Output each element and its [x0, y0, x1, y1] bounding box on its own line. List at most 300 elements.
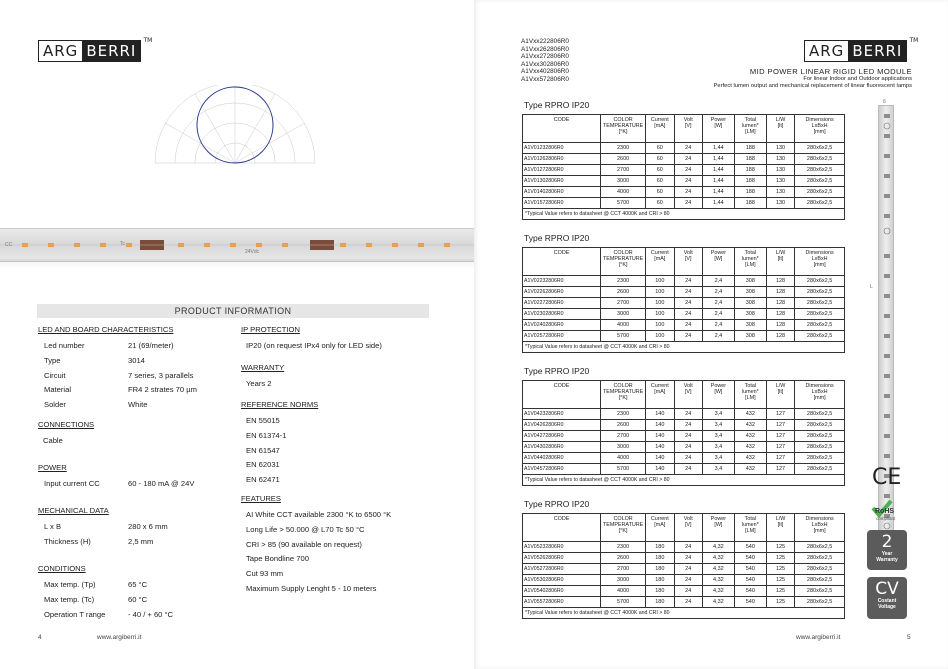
logo-part1: ARG	[43, 42, 79, 60]
header-text: COLOR	[613, 383, 633, 389]
logo-part2: BERRI	[82, 41, 140, 61]
code-list	[521, 38, 569, 83]
value-cell: 540	[734, 575, 766, 586]
header-text: L/W	[775, 383, 786, 389]
header-text: [mm]	[813, 395, 826, 402]
header-text: lumen*	[741, 256, 759, 263]
value-cell: 100	[646, 331, 674, 342]
value-cell: 24	[674, 553, 702, 564]
value-cell: 2700	[601, 564, 646, 575]
value-cell: 280x6x2,5	[795, 464, 845, 475]
spec-item: AI White CCT available 2300 °K to 6500 °K	[246, 510, 392, 519]
value-cell: 2,4	[702, 287, 734, 298]
logo-part2: BERRI	[848, 41, 906, 61]
value-cell: 308	[734, 320, 766, 331]
header-text: [°K]	[618, 395, 628, 402]
header-text: Dimensions	[805, 383, 834, 389]
header-text: TEMPERATURE	[602, 389, 644, 396]
section-title: FEATURES	[241, 494, 281, 503]
header-text: [LM]	[745, 528, 756, 535]
header-text: lumen*	[741, 389, 759, 396]
value-cell: 5700	[601, 198, 646, 209]
value-cell: 308	[734, 298, 766, 309]
value-cell: 308	[734, 287, 766, 298]
value-cell: 280x6x2,5	[795, 309, 845, 320]
code-cell: A1V01232806R0	[523, 143, 601, 154]
value-cell: 24	[674, 276, 702, 287]
value-cell: 280x6x2,5	[795, 420, 845, 431]
column-header	[674, 115, 702, 143]
section-title: CONNECTIONS	[38, 420, 95, 429]
column-header	[674, 514, 702, 542]
column-header	[795, 381, 845, 409]
spec-row: Thickness (H) 2,5 mm	[44, 536, 154, 546]
header-text: lumen*	[741, 123, 759, 130]
value-cell: 128	[766, 276, 794, 287]
value-cell: 128	[766, 331, 794, 342]
header-text: Dimensions	[805, 117, 834, 123]
value-cell: 128	[766, 309, 794, 320]
value-cell: 180	[646, 597, 674, 608]
header-text: L/W	[775, 117, 786, 123]
code-cell: A1V02272806R0	[523, 298, 601, 309]
value-cell: 280x6x2,5	[795, 154, 845, 165]
subtitle-line2: For linear Indoor and Outdoor applications	[803, 76, 912, 82]
value-cell: 5700	[601, 331, 646, 342]
header-text: [V]	[684, 256, 692, 263]
header-text: Power	[710, 516, 727, 522]
strip-volt-label: 24Vdc	[245, 249, 260, 255]
header-text: [mA]	[654, 389, 666, 396]
header-text: [LM]	[745, 395, 756, 402]
value-cell: 2600	[601, 154, 646, 165]
section-title: IP PROTECTION	[241, 325, 300, 334]
value-cell: 24	[674, 542, 702, 553]
value-cell: 4,32	[702, 553, 734, 564]
table-row	[523, 453, 845, 464]
value-cell: 2700	[601, 431, 646, 442]
value-cell: 280x6x2,5	[795, 276, 845, 287]
column-header	[702, 248, 734, 276]
value-cell: 24	[674, 287, 702, 298]
value-cell: 127	[766, 453, 794, 464]
website-link[interactable]: www.argiberri.it	[97, 634, 142, 641]
features-section	[241, 494, 461, 597]
value-cell: 280x6x2,5	[795, 143, 845, 154]
led-strip-image	[0, 228, 474, 262]
column-header	[766, 248, 794, 276]
page-number: 4	[38, 634, 42, 641]
value-cell: 130	[766, 154, 794, 165]
mechanical-section	[38, 506, 238, 550]
value-cell: 2,4	[702, 320, 734, 331]
value-cell: 4000	[601, 586, 646, 597]
value-cell: 188	[734, 187, 766, 198]
value-cell: 4,32	[702, 586, 734, 597]
column-header	[674, 248, 702, 276]
value-cell: 540	[734, 597, 766, 608]
code-cell: A1V01272806R0	[523, 165, 601, 176]
header-text: [W]	[714, 256, 723, 263]
code-cell: A1V02232806R0	[523, 276, 601, 287]
code-cell: A1V01572806R0	[523, 198, 601, 209]
value-cell: 140	[646, 431, 674, 442]
value-cell: 60	[646, 198, 674, 209]
spec-row: Max temp. (Tc) 60 °C	[44, 594, 148, 604]
header-text: Current	[650, 117, 669, 123]
code-cell: A1V05402806R0	[523, 586, 601, 597]
value-cell: 432	[734, 464, 766, 475]
value-cell: 280x6x2,5	[795, 431, 845, 442]
value-cell: 540	[734, 542, 766, 553]
value-cell: 1,44	[702, 198, 734, 209]
value-cell: 2300	[601, 276, 646, 287]
spec-table	[522, 247, 845, 353]
value-cell: 280x6x2,5	[795, 597, 845, 608]
logo-tm: TM	[909, 37, 919, 44]
table-row	[523, 553, 845, 564]
header-text: [mm]	[813, 262, 826, 269]
value-cell: 4000	[601, 320, 646, 331]
value-cell: 180	[646, 586, 674, 597]
code-cell: A1V05262806R0	[523, 553, 601, 564]
value-cell: 127	[766, 442, 794, 453]
header-text: Dimensions	[805, 516, 834, 522]
value-cell: 24	[674, 597, 702, 608]
spec-item: Years 2	[246, 379, 272, 388]
table-footnote: *Typical Value refers to datasheet @ CCT 4000K and CRI > 80	[523, 608, 845, 619]
value-cell: 140	[646, 442, 674, 453]
spec-item: EN 62031	[246, 460, 280, 470]
value-cell: 24	[674, 198, 702, 209]
header-text: [mm]	[813, 129, 826, 136]
header-text: Current	[650, 250, 669, 256]
ce-mark: CE	[872, 465, 902, 490]
value-cell: 140	[646, 464, 674, 475]
value-cell: 1,44	[702, 154, 734, 165]
table-title: Type RPRO IP20	[524, 100, 590, 110]
value-cell: 60	[646, 187, 674, 198]
column-header	[766, 514, 794, 542]
value-cell: 1,44	[702, 176, 734, 187]
spec-row: Material FR4 2 strates 70 µm	[44, 385, 197, 395]
value-cell: 280x6x2,5	[795, 553, 845, 564]
cv-line2: Voltage	[878, 604, 896, 610]
table-row	[523, 276, 845, 287]
led-board-section	[38, 325, 238, 413]
header-text: [lt]	[777, 256, 784, 263]
section-title: WARRANTY	[241, 363, 285, 372]
value-cell: 4000	[601, 453, 646, 464]
value-cell: 2,4	[702, 331, 734, 342]
column-header	[601, 514, 646, 542]
website-link[interactable]: www.argiberri.it	[796, 634, 841, 641]
value-cell: 127	[766, 420, 794, 431]
value-cell: 280x6x2,5	[795, 453, 845, 464]
polar-diagram	[150, 85, 320, 165]
spec-item: EN 61547	[246, 445, 280, 455]
header-text: [LM]	[745, 262, 756, 269]
logo-tm: TM	[143, 37, 153, 44]
header-text: lumen*	[741, 522, 759, 529]
dim-length-label: L	[870, 284, 873, 290]
value-cell: 280x6x2,5	[795, 575, 845, 586]
column-header	[702, 514, 734, 542]
product-info-title: PRODUCT INFORMATION	[37, 304, 429, 318]
table-row	[523, 542, 845, 553]
header-text: Total	[744, 383, 757, 389]
value-cell: 24	[674, 575, 702, 586]
spec-item: Cable	[43, 436, 63, 445]
value-cell: 3,4	[702, 442, 734, 453]
header-text: Current	[650, 516, 669, 522]
header-text: LxBxH	[811, 522, 828, 529]
spec-row: Circuit 7 series, 3 parallels	[44, 370, 194, 380]
spec-row: Input current CC 60 - 180 mA @ 24V	[44, 479, 195, 488]
subtitle-main: MID POWER LINEAR RIGID LED MODULE	[749, 67, 912, 76]
header-text: COLOR	[613, 117, 633, 123]
table-row	[523, 198, 845, 209]
value-cell: 24	[674, 564, 702, 575]
value-cell: 3000	[601, 309, 646, 320]
value-cell: 127	[766, 409, 794, 420]
value-cell: 60	[646, 176, 674, 187]
cv-line1: Costant	[877, 598, 897, 604]
section-title: LED AND BOARD CHARACTERISTICS	[38, 325, 174, 334]
table-header-row	[523, 381, 845, 409]
column-header	[646, 514, 674, 542]
value-cell: 2300	[601, 542, 646, 553]
power-section	[38, 463, 238, 492]
value-cell: 2,4	[702, 276, 734, 287]
value-cell: 280x6x2,5	[795, 542, 845, 553]
table-title: Type RPRO IP20	[524, 366, 590, 376]
value-cell: 2600	[601, 420, 646, 431]
code-cell: A1V05302806R0	[523, 575, 601, 586]
column-header	[734, 115, 766, 143]
header-text: COLOR	[613, 250, 633, 256]
header-text: COLOR	[613, 516, 633, 522]
value-cell: 2600	[601, 287, 646, 298]
value-cell: 24	[674, 320, 702, 331]
value-cell: 2700	[601, 165, 646, 176]
norms-section	[241, 400, 441, 488]
code-cell: A1V05572806R0	[523, 597, 601, 608]
value-cell: 3,4	[702, 409, 734, 420]
code-item: A1Vxx262806R0	[521, 45, 569, 53]
spec-row: Type 3014	[44, 355, 145, 365]
column-header	[523, 248, 601, 276]
table-row	[523, 309, 845, 320]
header-text: [mA]	[654, 522, 666, 529]
value-cell: 280x6x2,5	[795, 409, 845, 420]
rohs-badge	[867, 498, 907, 524]
code-cell: A1V01402806R0	[523, 187, 601, 198]
spec-item: EN 55015	[246, 416, 280, 425]
value-cell: 24	[674, 331, 702, 342]
value-cell: 540	[734, 586, 766, 597]
code-cell: A1V02402806R0	[523, 320, 601, 331]
warranty-years: 2	[881, 532, 893, 552]
column-header	[523, 115, 601, 143]
value-cell: 130	[766, 143, 794, 154]
value-cell: 24	[674, 431, 702, 442]
value-cell: 125	[766, 542, 794, 553]
value-cell: 280x6x2,5	[795, 198, 845, 209]
header-text: Volt	[683, 383, 693, 389]
value-cell: 125	[766, 597, 794, 608]
value-cell: 280x6x2,5	[795, 331, 845, 342]
header-text: [LM]	[745, 129, 756, 136]
value-cell: 24	[674, 165, 702, 176]
value-cell: 125	[766, 586, 794, 597]
table-row	[523, 143, 845, 154]
table-row	[523, 420, 845, 431]
column-header	[795, 115, 845, 143]
header-text: CODE	[553, 117, 570, 123]
column-header	[646, 248, 674, 276]
header-text: [W]	[714, 389, 723, 396]
spec-table	[522, 513, 845, 619]
spec-row: Operation T range - 40 / + 60 °C	[44, 609, 174, 619]
value-cell: 3,4	[702, 420, 734, 431]
value-cell: 3,4	[702, 453, 734, 464]
header-text: Total	[744, 250, 757, 256]
value-cell: 24	[674, 453, 702, 464]
code-cell: A1V05232806R0	[523, 542, 601, 553]
value-cell: 432	[734, 431, 766, 442]
header-text: Power	[710, 117, 727, 123]
brand-logo	[38, 37, 153, 62]
value-cell: 5700	[601, 597, 646, 608]
value-cell: 1,44	[702, 187, 734, 198]
header-text: [mA]	[654, 123, 666, 130]
value-cell: 24	[674, 464, 702, 475]
value-cell: 2300	[601, 409, 646, 420]
table-row	[523, 320, 845, 331]
value-cell: 2,4	[702, 298, 734, 309]
value-cell: 128	[766, 298, 794, 309]
value-cell: 280x6x2,5	[795, 586, 845, 597]
value-cell: 188	[734, 198, 766, 209]
value-cell: 3,4	[702, 431, 734, 442]
table-header-row	[523, 514, 845, 542]
value-cell: 100	[646, 320, 674, 331]
product-subtitle	[714, 67, 913, 90]
header-text: LxBxH	[811, 256, 828, 263]
value-cell: 24	[674, 586, 702, 597]
header-text: Volt	[683, 516, 693, 522]
code-item: A1Vxx272806R0	[521, 53, 569, 60]
value-cell: 180	[646, 564, 674, 575]
value-cell: 140	[646, 420, 674, 431]
value-cell: 130	[766, 187, 794, 198]
header-text: [W]	[714, 522, 723, 529]
value-cell: 100	[646, 276, 674, 287]
value-cell: 130	[766, 176, 794, 187]
value-cell: 432	[734, 453, 766, 464]
header-text: [V]	[684, 389, 692, 396]
value-cell: 180	[646, 542, 674, 553]
column-header	[766, 115, 794, 143]
header-text: L/W	[775, 516, 786, 522]
column-header	[523, 514, 601, 542]
header-text: [°K]	[618, 129, 628, 136]
value-cell: 2,4	[702, 309, 734, 320]
value-cell: 24	[674, 409, 702, 420]
column-header	[766, 381, 794, 409]
value-cell: 540	[734, 553, 766, 564]
code-cell: A1V05272806R0	[523, 564, 601, 575]
value-cell: 188	[734, 176, 766, 187]
table-row	[523, 442, 845, 453]
code-cell: A1V01302806R0	[523, 176, 601, 187]
code-cell: A1V02572806R0	[523, 331, 601, 342]
value-cell: 180	[646, 575, 674, 586]
header-text: CODE	[553, 250, 570, 256]
header-text: [lt]	[777, 123, 784, 130]
right-page	[474, 0, 948, 669]
rohs-sub: compliant	[876, 516, 896, 521]
value-cell: 3000	[601, 176, 646, 187]
value-cell: 5700	[601, 464, 646, 475]
value-cell: 100	[646, 298, 674, 309]
value-cell: 125	[766, 575, 794, 586]
table-row	[523, 298, 845, 309]
header-text: TEMPERATURE	[602, 522, 644, 529]
value-cell: 280x6x2,5	[795, 442, 845, 453]
table-row	[523, 409, 845, 420]
spec-item: Cut 93 mm	[246, 569, 284, 579]
header-text: [W]	[714, 123, 723, 130]
value-cell: 125	[766, 564, 794, 575]
header-text: CODE	[553, 516, 570, 522]
section-title: REFERENCE NORMS	[241, 400, 319, 409]
spec-row: Led number 21 (69/meter)	[44, 341, 174, 350]
table-row	[523, 431, 845, 442]
value-cell: 125	[766, 553, 794, 564]
value-cell: 308	[734, 309, 766, 320]
header-text: Current	[650, 383, 669, 389]
value-cell: 4000	[601, 187, 646, 198]
column-header	[734, 381, 766, 409]
spec-item: IP20 (on request IPx4 only for LED side)	[246, 341, 382, 350]
table-row	[523, 564, 845, 575]
strip-mark: CC	[5, 242, 13, 248]
value-cell: 280x6x2,5	[795, 187, 845, 198]
header-text: TEMPERATURE	[602, 256, 644, 263]
column-header	[601, 115, 646, 143]
spec-table	[522, 380, 845, 486]
value-cell: 4,32	[702, 597, 734, 608]
table-title: Type RPRO IP20	[524, 233, 590, 243]
table-header-row	[523, 115, 845, 143]
warranty-line2: Warranty	[876, 557, 898, 563]
column-header	[646, 381, 674, 409]
value-cell: 432	[734, 442, 766, 453]
value-cell: 60	[646, 143, 674, 154]
value-cell: 188	[734, 154, 766, 165]
page-number: 5	[907, 634, 911, 641]
value-cell: 4,32	[702, 542, 734, 553]
conditions-section	[38, 564, 238, 622]
warranty-badge	[867, 530, 907, 570]
value-cell: 280x6x2,5	[795, 564, 845, 575]
spec-item: CRI > 85 (90 available on request)	[246, 539, 362, 549]
column-header	[601, 381, 646, 409]
value-cell: 24	[674, 187, 702, 198]
header-text: [°K]	[618, 262, 628, 269]
